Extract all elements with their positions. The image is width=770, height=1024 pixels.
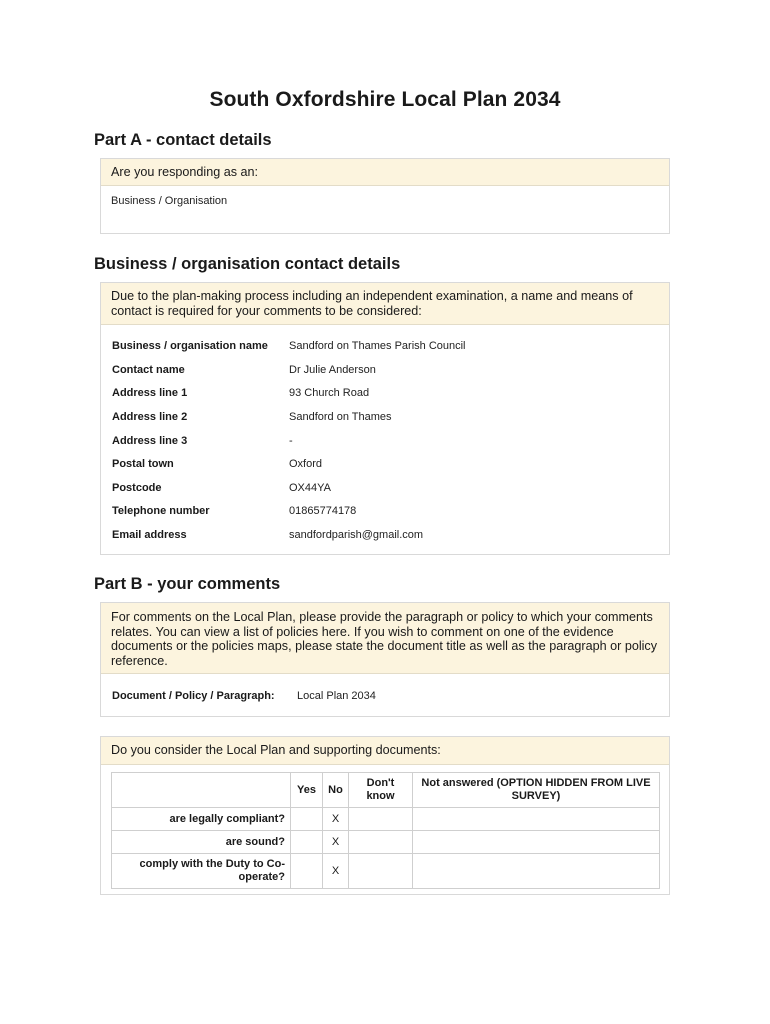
- field-value: OX44YA: [289, 481, 331, 494]
- comments-box: [100, 602, 670, 717]
- table-row: [112, 808, 660, 831]
- field-label: Contact name: [112, 363, 185, 376]
- field-value: -: [289, 434, 293, 447]
- field-label: Postal town: [112, 458, 174, 471]
- page-title: South Oxfordshire Local Plan 2034: [209, 88, 561, 111]
- col-no-header: No: [323, 773, 349, 808]
- field-value: Dr Julie Anderson: [289, 363, 376, 376]
- field-label: Business / organisation name: [112, 340, 268, 353]
- contact-field-row: [101, 364, 669, 388]
- part-a-heading: Part A - contact details: [94, 131, 272, 149]
- row-label: [112, 854, 291, 889]
- field-label: Address line 2: [112, 410, 188, 423]
- dont-know-cell: [349, 854, 413, 889]
- table-row: [112, 831, 660, 854]
- table-header-row: [112, 773, 660, 808]
- field-value: 01865774178: [289, 505, 357, 518]
- contact-details-box: [100, 282, 670, 555]
- col-not-answered-header: [413, 773, 660, 808]
- not-answered-cell: [413, 808, 660, 831]
- field-value: Sandford on Thames Parish Council: [289, 340, 466, 353]
- contact-fields-list: [101, 325, 669, 552]
- table-row: [112, 854, 660, 889]
- contact-details-intro: Due to the plan-making process including an independent examination, a name and means of contact is required for your comments to be considered:: [101, 283, 669, 325]
- business-contact-heading: Business / organisation contact details: [94, 255, 401, 273]
- field-value: Oxford: [289, 458, 323, 471]
- soundness-question: Do you consider the Local Plan and supporting documents:: [101, 737, 669, 765]
- row-label: are sound?: [112, 831, 291, 854]
- soundness-box: [100, 736, 670, 895]
- contact-field-row: [101, 340, 669, 364]
- contact-field-row: [101, 411, 669, 435]
- yes-cell: [291, 831, 323, 854]
- field-label: Telephone number: [112, 505, 210, 518]
- comments-intro: For comments on the Local Plan, please provide the paragraph or policy to which your comments relates. You can view a list of policies here. If you wish to comment on one of the evidence documents or the policies maps, please state the document title as well as the paragraph or policy reference.: [101, 603, 669, 674]
- document-reference-value: Local Plan 2034: [297, 690, 376, 703]
- part-b-heading: Part B - your comments: [94, 575, 281, 593]
- blank-header-cell: [112, 773, 291, 808]
- contact-field-row: [101, 458, 669, 482]
- yes-cell: [291, 808, 323, 831]
- no-cell: X: [323, 808, 349, 831]
- contact-field-row: [101, 505, 669, 529]
- respondent-type-answer: Business / Organisation: [111, 194, 228, 207]
- col-dont-know-header: [349, 773, 413, 808]
- field-value: Sandford on Thames: [289, 410, 392, 423]
- field-label: Email address: [112, 528, 187, 541]
- document-reference-label: Document / Policy / Paragraph:: [112, 690, 275, 703]
- respondent-type-box: [100, 158, 670, 234]
- dont-know-cell: [349, 808, 413, 831]
- not-answered-cell: [413, 854, 660, 889]
- field-label: Postcode: [112, 481, 162, 494]
- contact-field-row: [101, 435, 669, 459]
- row-label: are legally compliant?: [112, 808, 291, 831]
- field-label: Address line 1: [112, 387, 188, 400]
- dont-know-cell: [349, 831, 413, 854]
- no-cell: X: [323, 854, 349, 889]
- field-value: 93 Church Road: [289, 387, 370, 400]
- col-yes-header: Yes: [291, 773, 323, 808]
- row-label-text: comply with the Duty to Co-operate?: [139, 858, 285, 883]
- soundness-table: [111, 772, 660, 889]
- contact-field-row: [101, 529, 669, 553]
- respondent-type-question: Are you responding as an:: [101, 159, 669, 186]
- not-answered-cell: [413, 831, 660, 854]
- field-value: sandfordparish@gmail.com: [289, 528, 424, 541]
- yes-cell: [291, 854, 323, 889]
- col-dont-know-label: Don't know: [366, 777, 395, 802]
- col-not-answered-label: Not answered (OPTION HIDDEN FROM LIVE SURVEY): [421, 777, 651, 802]
- field-label: Address line 3: [112, 434, 188, 447]
- no-cell: X: [323, 831, 349, 854]
- contact-field-row: [101, 387, 669, 411]
- contact-field-row: [101, 482, 669, 506]
